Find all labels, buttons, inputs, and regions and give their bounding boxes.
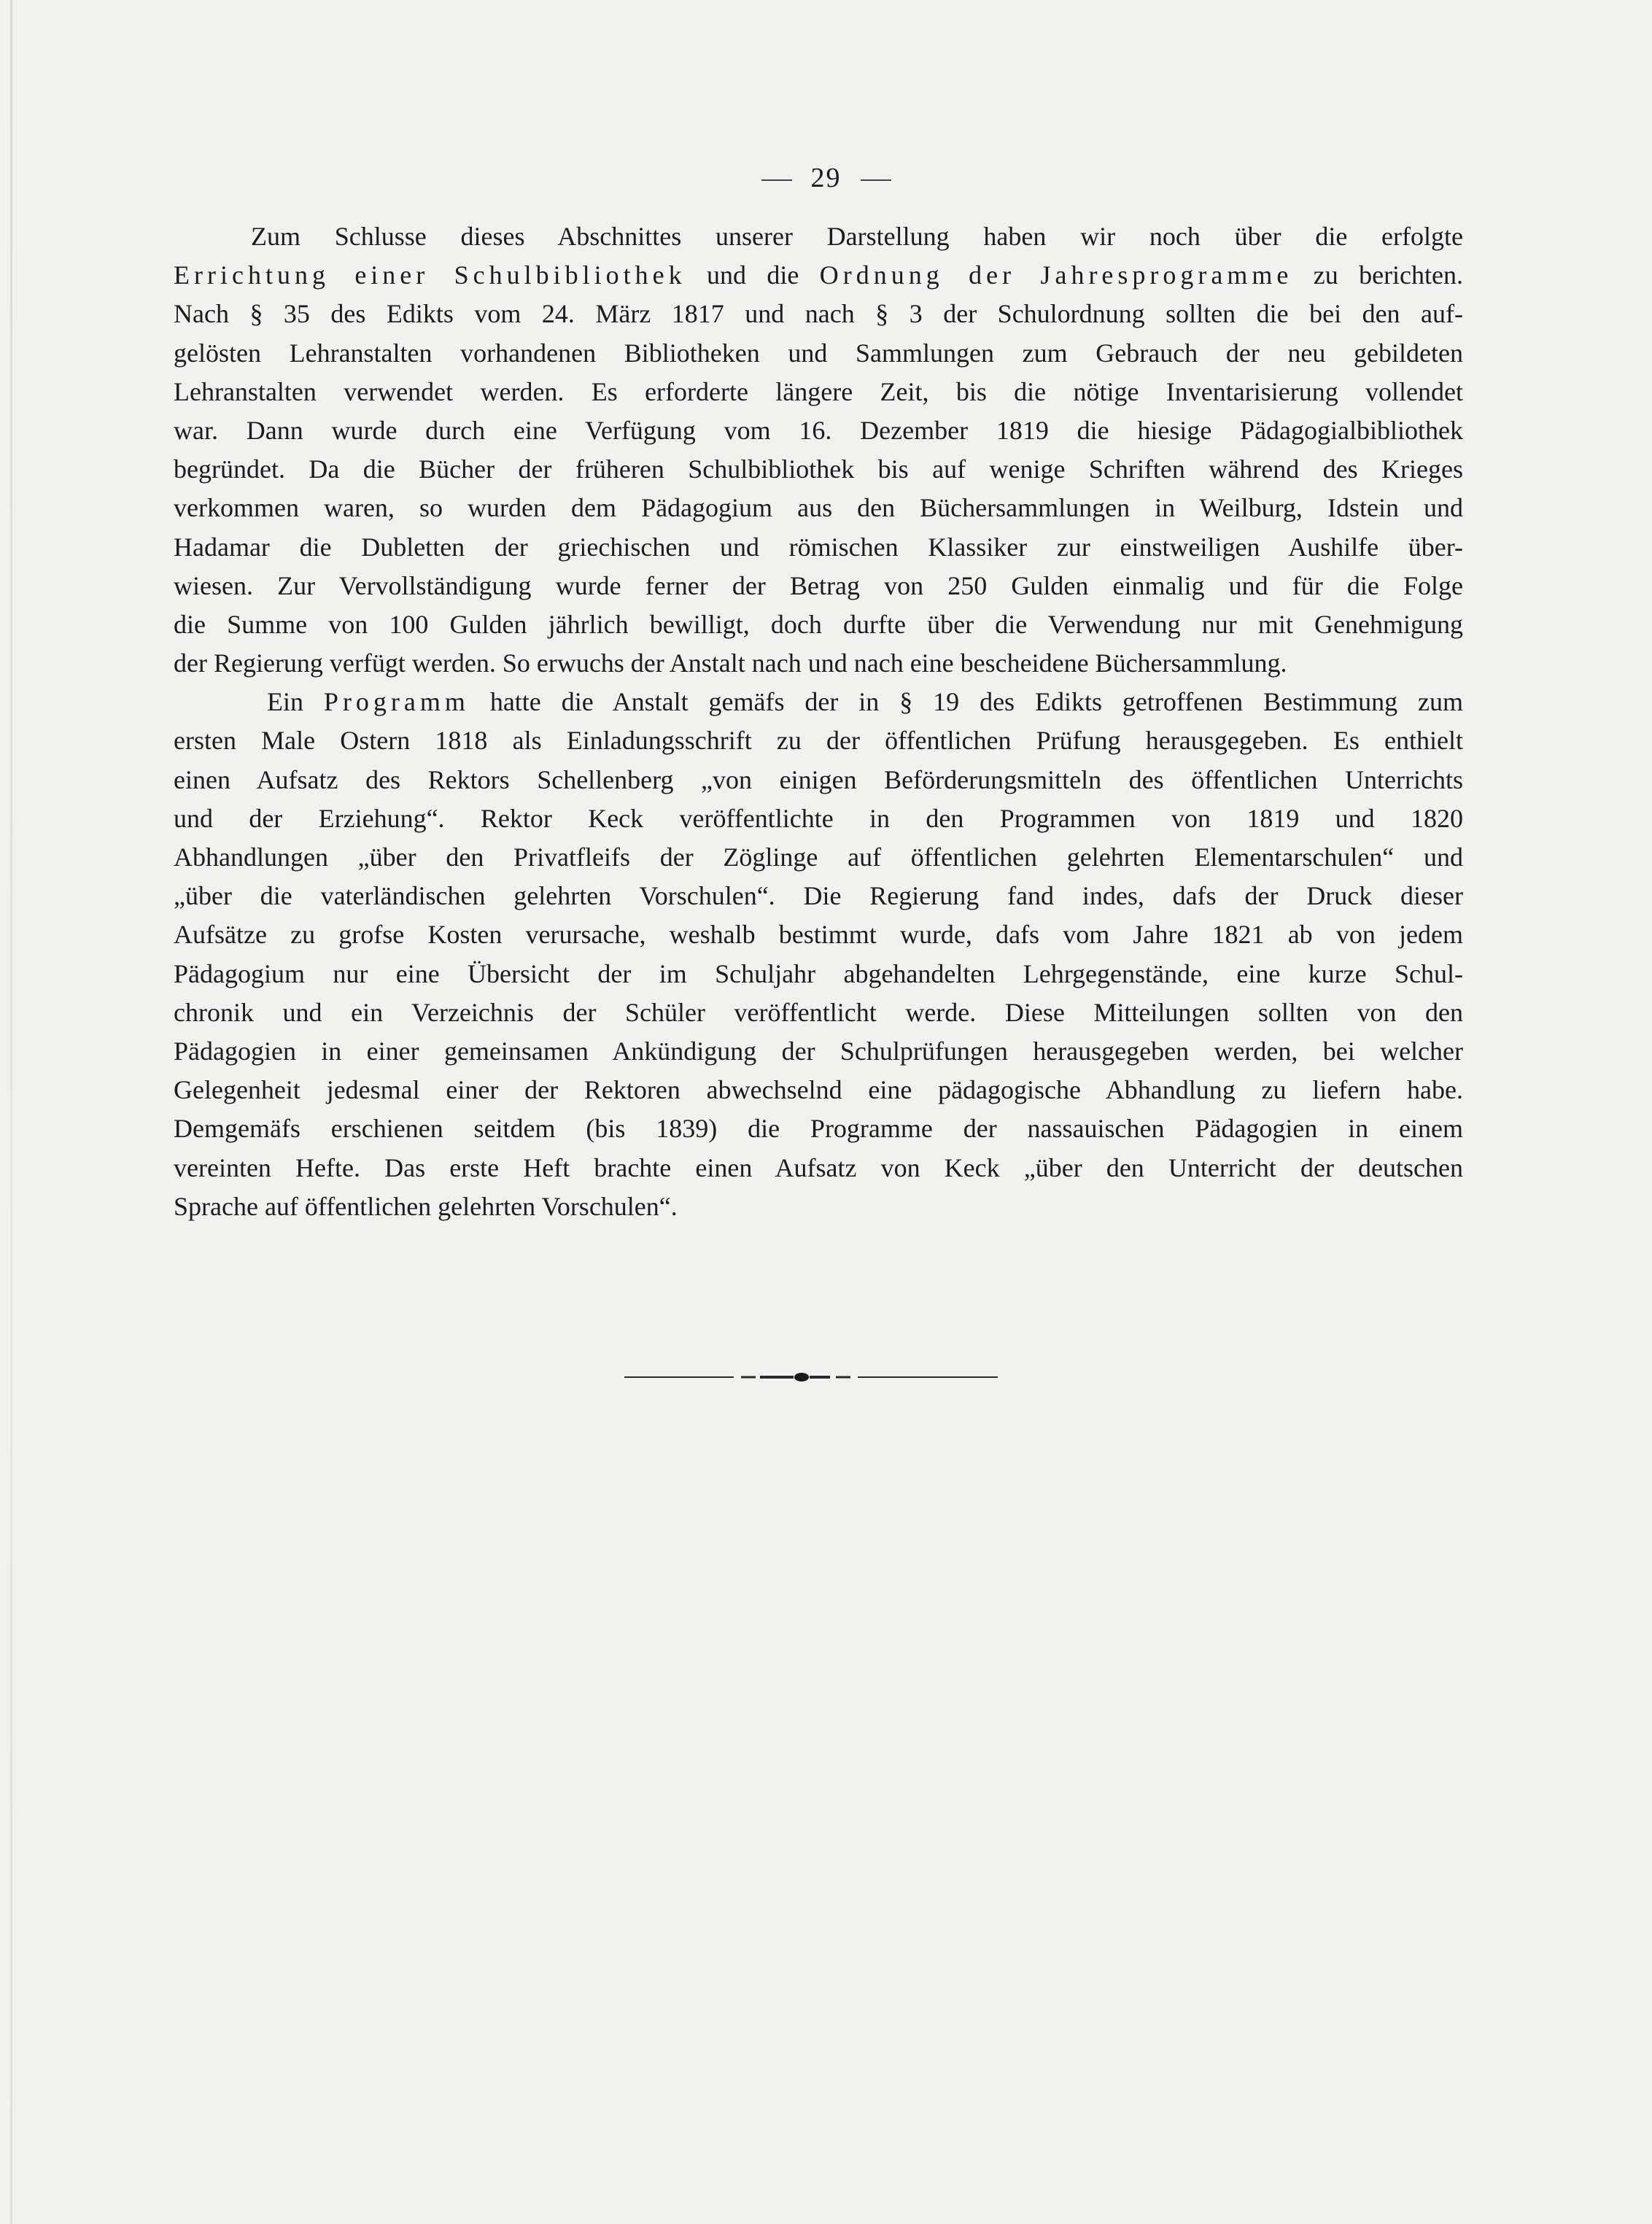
text-line: Lehranstalten verwendet werden. Es erforderte längere Zeit, bis die nötige Inventarisierung vollendet <box>174 376 1463 406</box>
page-number-text: 29 <box>810 163 842 193</box>
text-line: chronik und ein Verzeichnis der Schüler veröffentlicht werde. Diese Mitteilungen sollten von den <box>174 997 1463 1027</box>
page-number <box>0 162 1652 194</box>
text-line: ersten Male Ostern 1818 als Einladungsschrift zu der öffentlichen Prüfung herausgegeben. Es enthielt <box>174 726 1463 756</box>
text-line: die Summe von 100 Gulden jährlich bewilligt, doch durfte über die Verwendung nur mit Genehmigung <box>174 609 1463 639</box>
text-line: verkommen waren, so wurden dem Pädagogium aus den Büchersammlungen in Weilburg, Idstein und <box>174 493 1463 523</box>
dash-right <box>861 179 891 181</box>
text-line: gelösten Lehranstalten vorhandenen Bibliotheken und Sammlungen zum Gebrauch der neu gebildeten <box>174 338 1463 368</box>
text-line: Gelegenheit jedesmal einer der Rektoren abwechselnd eine pädagogische Abhandlung zu liefern habe. <box>174 1075 1463 1105</box>
text-line <box>174 256 1463 295</box>
text-line: „über die vaterländischen gelehrten Vorschulen“. Die Regierung fand indes, dafs der Druck dieser <box>174 881 1463 911</box>
text-line: war. Dann wurde durch eine Verfügung vom 16. Dezember 1819 die hiesige Pädagogialbibliothek <box>174 415 1463 445</box>
text-line: und der Erziehung“. Rektor Keck veröffentlichte in den Programmen von 1819 und 1820 <box>174 803 1463 833</box>
text-line: der Regierung verfügt werden. So erwuchs der Anstalt nach und nach eine bescheidene Büchersammlung. <box>174 648 1287 678</box>
spaced-phrase: Ordnung der Jahresprogramme <box>819 260 1293 290</box>
text-line: Sprache auf öffentlichen gelehrten Vorschulen“. <box>174 1191 678 1221</box>
text-line: Hadamar die Dubletten der griechischen und römischen Klassiker zur einstweiligen Aushilfe über- <box>174 532 1463 562</box>
line-segment: zu berichten. <box>1292 260 1464 290</box>
text-line: Nach § 35 des Edikts vom 24. März 1817 und nach § 3 der Schulordnung sollten die bei den auf- <box>174 299 1463 329</box>
text-line: Abhandlungen „über den Privatfleifs der Zöglinge auf öffentlichen gelehrten Elementarschulen“ und <box>174 842 1463 872</box>
spaced-phrase: Programm <box>323 687 470 717</box>
text-line: Pädagogium nur eine Übersicht der im Schuljahr abgehandelten Lehrgegenstände, eine kurze Schul- <box>174 958 1463 988</box>
spaced-phrase: Errichtung einer Schulbibliothek <box>174 260 686 290</box>
dash-left <box>761 179 792 181</box>
text-line: Pädagogien in einer gemeinsamen Ankündigung der Schulprüfungen herausgegeben werden, bei welcher <box>174 1036 1463 1066</box>
line-segment: hatte die Anstalt gemäfs der in § 19 des Edikts getroffenen Bestimmung zum <box>469 687 1463 717</box>
body-text <box>174 217 1463 1226</box>
text-line: vereinten Hefte. Das erste Heft brachte einen Aufsatz von Keck „über den Unterricht der deutschen <box>174 1152 1463 1182</box>
text-line: Demgemäfs erschienen seitdem (bis 1839) die Programme der nassauischen Pädagogien in einem <box>174 1114 1463 1144</box>
text-line: wiesen. Zur Vervollständigung wurde ferner der Betrag von 250 Gulden einmalig und für die Folge <box>174 570 1463 600</box>
line-segment: und die <box>686 260 820 290</box>
page-edge <box>10 0 12 2224</box>
line-segment: Ein <box>267 687 324 717</box>
text-line <box>174 683 1463 721</box>
text-line: Aufsätze zu grofse Kosten verursache, weshalb bestimmt wurde, dafs vom Jahre 1821 ab von jedem <box>174 920 1463 950</box>
text-line: einen Aufsatz des Rektors Schellenberg „von einigen Beförderungsmitteln des öffentlichen Unterrichts <box>174 764 1463 794</box>
ornamental-rule-icon <box>624 1372 998 1382</box>
text-line: begründet. Da die Bücher der früheren Schulbibliothek bis auf wenige Schriften während des Krieges <box>174 454 1463 484</box>
text-line: Zum Schlusse dieses Abschnittes unserer Darstellung haben wir noch über die erfolgte <box>251 222 1463 251</box>
